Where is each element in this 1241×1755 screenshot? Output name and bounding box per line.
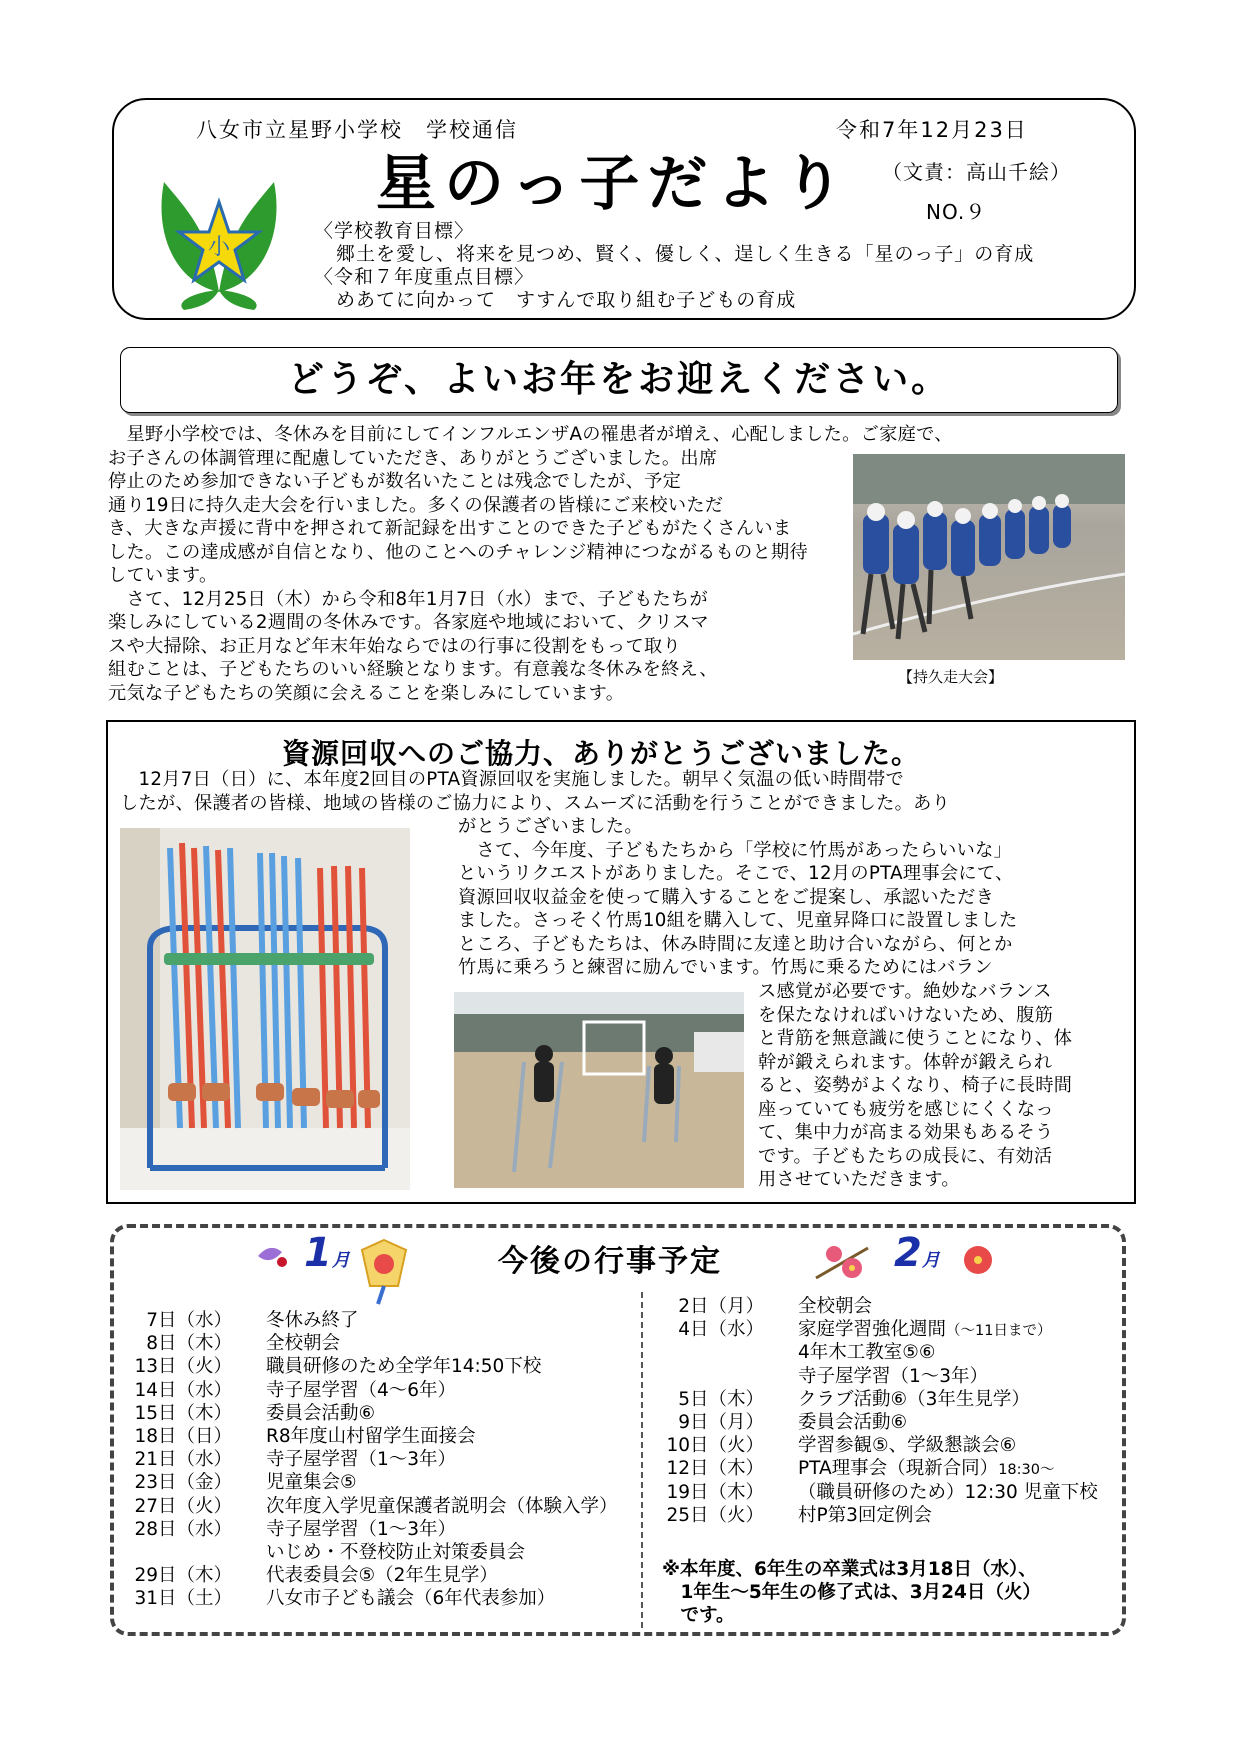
- event-date: 13日（火）: [134, 1356, 232, 1378]
- text-line: ると、姿勢がよくなり、椅子に長時間: [758, 1075, 1073, 1096]
- event-row: [646, 1457, 1054, 1482]
- photo-caption: 【持久走大会】: [898, 668, 1004, 686]
- event-date: 18日（日）: [134, 1426, 232, 1447]
- text-line: がとうございました。: [458, 816, 643, 837]
- article2-body-upper: [458, 815, 1130, 980]
- text-line: スや大掃除、お正月など年末年始ならではの行事に役割をもって取り: [108, 635, 681, 657]
- text-line: したが、保護者の皆様、地域の皆様のご協力により、スムーズに活動を行うことができました。あり: [120, 792, 951, 814]
- event-row: [114, 1355, 541, 1378]
- event-text: 次年度入学児童保護者説明会（体験入学）: [266, 1495, 618, 1517]
- text-line: 竹馬に乗ろうと練習に励んでいます。竹馬に乗るためにはバラン: [458, 957, 993, 978]
- logo-text: 小: [207, 235, 231, 260]
- event-text: 冬休み終了: [266, 1310, 359, 1331]
- event-date: 31日（土）: [134, 1588, 232, 1610]
- event-note: 18:30～: [998, 1462, 1055, 1479]
- event-row: [114, 1471, 357, 1494]
- event-row: [114, 1587, 555, 1610]
- text-line: しています。: [108, 565, 218, 586]
- stilts-rack-photo: [120, 828, 410, 1190]
- event-text: 全校朝会: [798, 1296, 873, 1317]
- event-row: [114, 1402, 375, 1425]
- event-text: R8年度山村留学生面接会: [266, 1426, 476, 1447]
- event-row: [646, 1365, 988, 1388]
- event-text: （職員研修のため）12:30 児童下校: [798, 1481, 1098, 1503]
- event-date: 12日（木）: [666, 1458, 764, 1480]
- event-row: [646, 1504, 932, 1527]
- event-text: 家庭学習強化週間: [798, 1319, 947, 1341]
- text-line: 元気な子どもたちの笑顔に会えることを楽しみにしています。: [108, 682, 625, 704]
- event-text: 寺子屋学習（1～3年）: [798, 1365, 989, 1387]
- event-text: 村P第3回定例会: [798, 1504, 932, 1526]
- event-date: 29日（木）: [134, 1565, 232, 1587]
- goal1-text: 郷土を愛し、将来を見つめ、賢く、優しく、逞しく生きる「星のっ子」の育成: [336, 243, 1035, 265]
- event-row: [114, 1564, 498, 1587]
- text-line: 幹が鍛えられます。体幹が鍛えられ: [758, 1051, 1053, 1073]
- article2-title: 資源回収へのご協力、ありがとうございました。: [282, 737, 921, 770]
- event-row: [646, 1341, 935, 1364]
- events-title: 今後の行事予定: [498, 1244, 722, 1279]
- school-name: 八女市立星野小学校 学校通信: [196, 118, 518, 142]
- event-row: [114, 1448, 456, 1471]
- month-january-heading: 1月: [304, 1230, 350, 1276]
- text-line: さて、今年度、子どもたちから「学校に竹馬があったらいいな」: [458, 839, 1013, 861]
- text-line: と背筋を無意識に使うことになり、体: [758, 1028, 1073, 1049]
- event-text: 全校朝会: [266, 1333, 341, 1355]
- text-line: て、集中力が高まる効果もあるそう: [758, 1122, 1054, 1143]
- stilts-practice-photo: [454, 992, 744, 1188]
- event-date: 4日（水）: [678, 1319, 764, 1341]
- event-text: 職員研修のため全学年14:50下校: [266, 1356, 542, 1378]
- event-date: 7日（水）: [146, 1310, 232, 1331]
- text-line: お子さんの体調管理に配慮していただき、ありがとうございました。出席: [108, 447, 718, 469]
- event-text: クラブ活動⑥（3年生見学）: [798, 1388, 1030, 1410]
- event-note: （～11日まで）: [946, 1323, 1052, 1340]
- flower-icon: [252, 1238, 296, 1274]
- text-line: 用させていただきます。: [758, 1169, 960, 1190]
- event-date: 19日（木）: [666, 1481, 764, 1503]
- newsletter-header: [112, 98, 1136, 320]
- event-text: 寺子屋学習（1～3年）: [266, 1518, 457, 1540]
- event-text: 児童集会⑤: [266, 1472, 357, 1494]
- event-row: [646, 1388, 1030, 1411]
- event-text: 八女市子ども議会（6年代表参加）: [266, 1588, 556, 1610]
- text-line: です。子どもたちの成長に、有効活: [758, 1145, 1053, 1167]
- event-date: 25日（火）: [666, 1504, 764, 1526]
- event-date: 14日（水）: [134, 1379, 232, 1401]
- event-text: 4年木工教室⑤⑥: [798, 1342, 936, 1364]
- event-row: [646, 1434, 1016, 1457]
- event-row: [114, 1541, 525, 1564]
- banner-text: どうぞ、よいお年をお迎えください。: [287, 359, 951, 400]
- event-row: [114, 1309, 359, 1332]
- greeting-banner: [120, 347, 1118, 413]
- article2-body-lower: [758, 980, 1130, 1192]
- event-text: 委員会活動⑥: [798, 1412, 908, 1433]
- event-date: 21日（水）: [134, 1449, 232, 1471]
- event-date: 15日（木）: [134, 1402, 232, 1424]
- text-line: を保たなければいけないため、腹筋: [758, 1004, 1054, 1026]
- text-line: 星野小学校では、冬休みを目前にしてインフルエンザAの罹患者が増え、心配しました。ご家庭で、: [108, 424, 953, 445]
- event-text: PTA理事会（現新合同）: [798, 1458, 999, 1480]
- text-line: というリクエストがありました。そこで、12月のPTA理事会にて、: [458, 863, 1014, 884]
- recycling-article: [106, 720, 1136, 1204]
- text-line: ス感覚が必要です。絶妙なバランス: [758, 981, 1052, 1002]
- event-date: 5日（木）: [678, 1388, 764, 1410]
- event-text: 学習参観⑤、学級懇談会⑥: [798, 1435, 1017, 1457]
- event-text: いじめ・不登校防止対策委員会: [266, 1542, 526, 1563]
- event-row: [646, 1318, 1051, 1343]
- plum-blossom-icon: [812, 1238, 872, 1282]
- issue-date: 令和7年12月23日: [836, 118, 1028, 142]
- event-row: [114, 1425, 476, 1448]
- event-row: [114, 1495, 618, 1518]
- text-line: 資源回収収益金を使って購入することをご提案し、承認いただき: [458, 886, 995, 908]
- event-date: 23日（金）: [134, 1472, 232, 1494]
- text-line: ました。さっそく竹馬10組を購入して、児童昇降口に設置しました: [458, 910, 1018, 931]
- events-schedule: [110, 1224, 1126, 1636]
- text-line: 組むことは、子どもたちのいい経験となります。有意義な冬休みを終え、: [108, 659, 718, 680]
- event-row: [646, 1411, 907, 1434]
- author: （文責：高山千絵）: [882, 160, 1071, 184]
- text-line: 停止のため参加できない子どもが数名いたことは残念でしたが、予定: [108, 471, 682, 492]
- kite-icon: [354, 1236, 414, 1306]
- event-date: 27日（火）: [134, 1495, 232, 1517]
- text-line: 座っていても疲労を感じにくくなっ: [758, 1098, 1054, 1120]
- text-line: 12月7日（日）に、本年度2回目のPTA資源回収を実施しました。朝早く気温の低い時間帯で: [120, 769, 905, 790]
- event-date: 2日（月）: [678, 1296, 764, 1317]
- event-row: [646, 1481, 1098, 1504]
- goal2-text: めあてに向かって すすんで取り組む子どもの育成: [336, 289, 797, 311]
- event-date: 28日（水）: [134, 1518, 232, 1540]
- event-date: 10日（火）: [666, 1435, 764, 1457]
- event-text: 寺子屋学習（4～6年）: [266, 1379, 457, 1401]
- text-line: 楽しみにしている2週間の冬休みです。各家庭や地域において、クリスマ: [108, 612, 709, 633]
- issue-number: NO.９: [926, 200, 987, 224]
- camellia-icon: [958, 1242, 998, 1280]
- month-february-heading: 2月: [894, 1230, 940, 1276]
- event-row: [114, 1518, 456, 1541]
- text-line: き、大きな声援に背中を押されて新記録を出すことのできた子どもがたくさんいま: [108, 518, 792, 539]
- event-date: 8日（木）: [146, 1333, 232, 1355]
- event-row: [646, 1295, 872, 1318]
- school-logo-icon: [154, 172, 284, 312]
- text-line: ところ、子どもたちは、休み時間に友達と助け合いながら、何とか: [458, 933, 1013, 955]
- goal1-heading: 〈学校教育目標〉: [314, 220, 475, 242]
- event-row: [114, 1379, 456, 1402]
- event-date: 9日（月）: [678, 1412, 764, 1433]
- event-text: 代表委員会⑤（2年生見学）: [266, 1565, 498, 1587]
- event-row: [114, 1332, 340, 1355]
- graduation-note: ※本年度、6年生の卒業式は3月18日（水）、 1年生～5年生の修了式は、3月24日（火） です。: [662, 1559, 1041, 1626]
- text-line: した。この達成感が自信となり、他のことへのチャレンジ精神につながるものと期待: [108, 541, 808, 563]
- text-line: 通り19日に持久走大会を行いました。多くの保護者の皆様にご来校いただ: [108, 494, 724, 516]
- event-text: 寺子屋学習（1～3年）: [266, 1449, 457, 1471]
- goal2-heading: 〈令和７年度重点目標〉: [314, 266, 535, 288]
- newsletter-title: 星のっ子だより: [376, 149, 852, 219]
- marathon-photo: [853, 454, 1125, 660]
- text-line: さて、12月25日（木）から令和8年1月7日（水）まで、子どもたちが: [108, 588, 709, 610]
- article2-intro: [120, 768, 1130, 815]
- column-divider: [641, 1292, 643, 1628]
- event-text: 委員会活動⑥: [266, 1402, 376, 1424]
- school-goals: [314, 220, 1034, 312]
